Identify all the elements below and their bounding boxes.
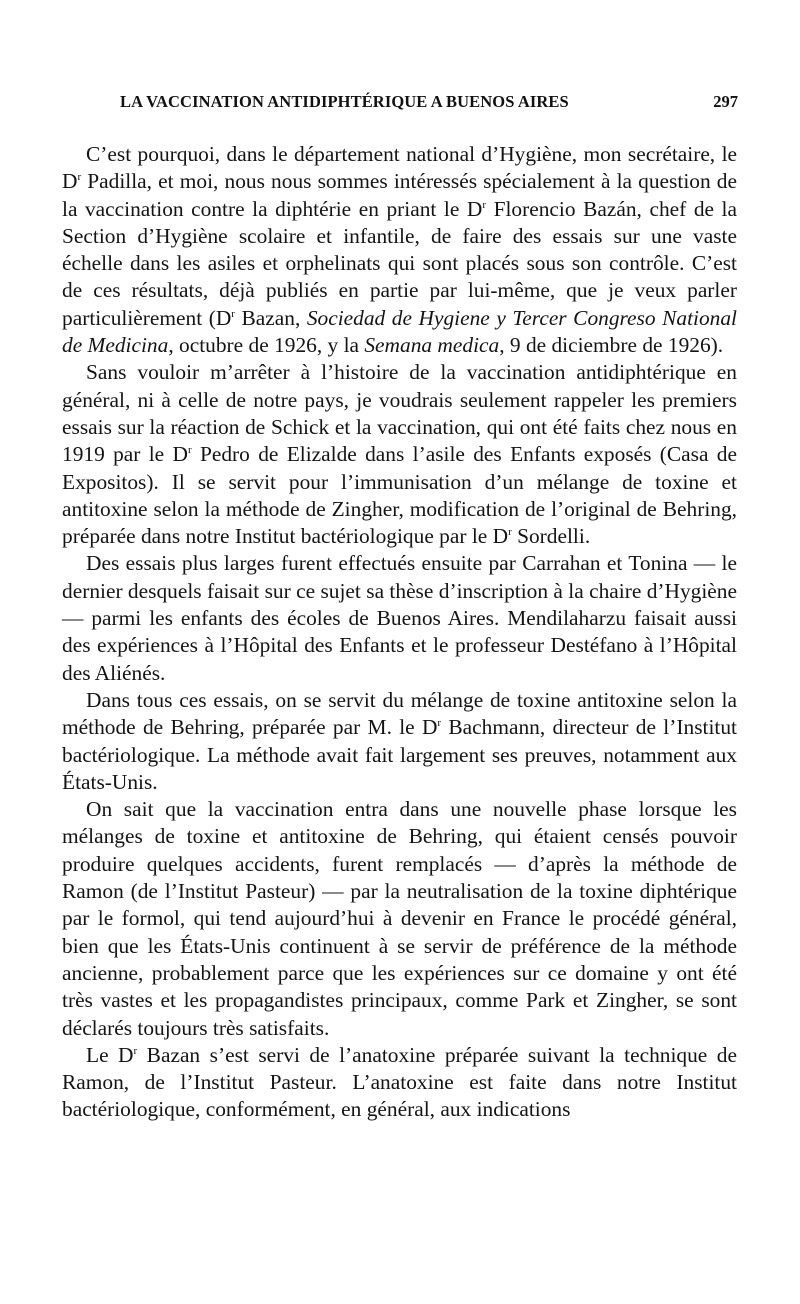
text-run: , 9 de diciembre de 1926). <box>499 333 724 358</box>
page-number: 297 <box>713 92 738 111</box>
text-run: Florencio Bazán, chef de la Section d’Hygiène scolaire et infantile, de faire des essais sur une vaste échelle dans les asiles et orphelinats qui sont placés sous son contrôle. C’est de ces résultats, déjà publiés en partie par lui-même, que je veux parler particulièrement (D <box>62 196 737 330</box>
paragraph-3 <box>62 550 737 686</box>
superscript-r: r <box>133 1044 138 1057</box>
running-header <box>120 92 738 116</box>
paragraph-4 <box>62 687 737 796</box>
text-run: Bazan s’est servi de l’anatoxine préparée suivant la technique de Ramon, de l’Institut Pasteur. L’anatoxine est faite dans notre Institut bactériologique, conformément, en général, aux indications <box>62 1042 737 1122</box>
text-run: Bachmann, directeur de l’Institut bactériologique. La méthode avait fait largement ses preuves, notamment aux États-Unis. <box>62 715 737 794</box>
body-text <box>62 141 737 1124</box>
text-run: Des essais plus larges furent effectués ensuite par Carrahan et Tonina — le dernier desquels faisait sur ce sujet sa thèse d’inscription à la chaire d’Hygiène — parmi les enfants des écoles de Buenos Aires. Mendilaharzu faisait aussi des expériences à l’Hôpital des Enfants et le professeur Destéfano à l’Hôpital des Aliénés. <box>62 551 737 685</box>
superscript-r: r <box>77 171 82 184</box>
superscript-r: r <box>231 307 235 320</box>
text-run: Dans tous ces essais, on se servit du mélange de toxine antitoxine selon la méthode de Behring, préparée par M. le D <box>62 687 737 740</box>
superscript-r: r <box>508 526 512 539</box>
text-run: , octubre de 1926, y la <box>168 333 365 358</box>
paragraph-6 <box>62 1042 737 1124</box>
paragraph-1 <box>62 141 737 359</box>
running-title: LA VACCINATION ANTIDIPHTÉRIQUE A BUENOS AIRES <box>120 92 569 111</box>
superscript-r: r <box>482 198 487 211</box>
citation-title: Sociedad de Hygiene y Tercer Congreso National de Medicina <box>62 305 737 358</box>
text-run: Padilla, et moi, nous nous sommes intéressés spécialement à la question de la vaccination contre la diphtérie en priant le D <box>62 169 737 221</box>
text-run: Le D <box>86 1042 134 1067</box>
paragraph-5 <box>62 796 737 1042</box>
citation-title: Semana medica <box>364 333 500 358</box>
paragraph-2 <box>62 359 737 550</box>
superscript-r: r <box>437 717 442 730</box>
text-run: C’est pourquoi, dans le département national d’Hygiène, mon secrétaire, le D <box>62 142 737 194</box>
text-run: Sans vouloir m’arrêter à l’histoire de la vaccination antidiphtérique en général, ni à celle de notre pays, je voudrais seulement rappeler les premiers essais sur la réaction de Schick et la vaccination, qui ont été faits chez nous en 1919 par le D <box>62 360 737 467</box>
text-run: Pedro de Elizalde dans l’asile des Enfants exposés (Casa de Expositos). Il se servit pour l’immunisation d’un mélange de toxine et antitoxine selon la méthode de Zingher, modification de l’original de Behring, préparée dans notre Institut bactériologique par le D <box>62 442 738 549</box>
text-run: Sordelli. <box>511 524 591 549</box>
superscript-r: r <box>187 444 192 457</box>
text-run: Bazan, <box>234 305 307 330</box>
text-run: On sait que la vaccination entra dans une nouvelle phase lorsque les mélanges de toxine et antitoxine de Behring, qui étaient censés pouvoir produire quelques accidents, furent remplacés — d’après la méthode de Ramon (de l’Institut Pasteur) — par la neutralisation de la toxine diphtérique par le formol, qui tend aujourd’hui à devenir en France le procédé général, bien que les États-Unis continuent à se servir de préférence de la méthode ancienne, probablement parce que les expériences sur ce domaine y ont été très vastes et les propagandistes principaux, comme Park et Zingher, se sont déclarés toujours très satisfaits. <box>62 797 737 1040</box>
